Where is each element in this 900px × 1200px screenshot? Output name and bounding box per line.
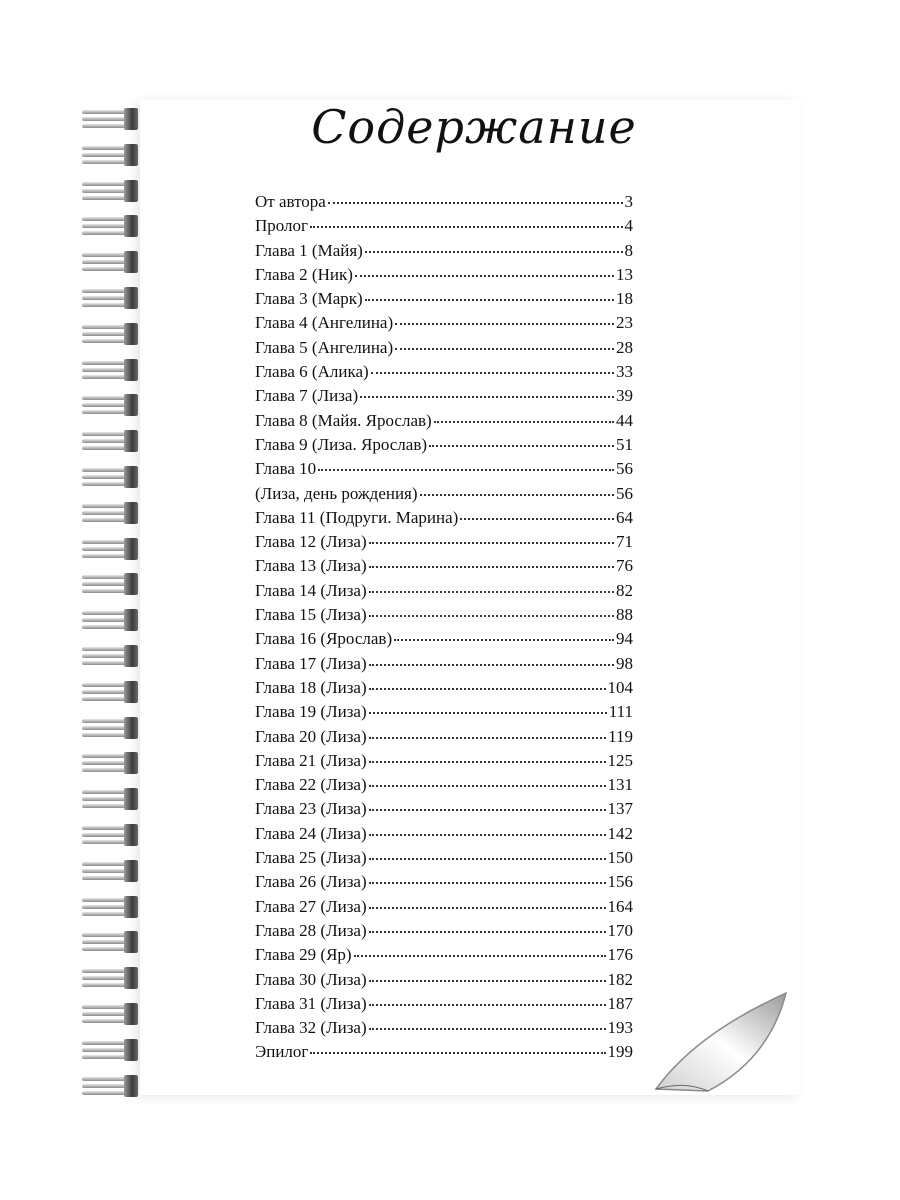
dot-leader — [369, 736, 606, 739]
toc-entry[interactable] — [255, 627, 633, 651]
toc-entry[interactable] — [255, 360, 633, 384]
spiral-coil-icon — [82, 1039, 140, 1061]
dot-leader — [369, 833, 606, 836]
toc-entry-label: Глава 27 (Лиза) — [255, 896, 367, 916]
toc-entry[interactable] — [255, 846, 633, 870]
toc-entry[interactable] — [255, 239, 633, 263]
toc-entry-label: Глава 24 (Лиза) — [255, 823, 367, 843]
toc-entry-page-number: 13 — [616, 264, 633, 284]
toc-entry-label: Глава 2 (Ник) — [255, 264, 353, 284]
spiral-coil-icon — [82, 215, 140, 237]
toc-entry-label: Глава 18 (Лиза) — [255, 677, 367, 697]
dot-leader — [371, 371, 614, 374]
spiral-coil-icon — [82, 752, 140, 774]
toc-entry-label: Глава 23 (Лиза) — [255, 799, 367, 819]
dot-leader — [310, 225, 622, 228]
dot-leader — [369, 930, 606, 933]
toc-entry-page-number: 28 — [616, 337, 633, 357]
spiral-coil-icon — [82, 430, 140, 452]
spiral-coil-icon — [82, 681, 140, 703]
spiral-coil-icon — [82, 251, 140, 273]
toc-entry-label: Глава 25 (Лиза) — [255, 848, 367, 868]
toc-entry-page-number: 94 — [616, 629, 633, 649]
dot-leader — [395, 347, 614, 350]
toc-entry-page-number: 8 — [624, 240, 633, 260]
spiral-coil-icon — [82, 394, 140, 416]
toc-entry-label: Глава 29 (Яр) — [255, 945, 352, 965]
toc-entry[interactable] — [255, 336, 633, 360]
toc-entry-label: Глава 7 (Лиза) — [255, 386, 359, 406]
dot-leader — [460, 517, 614, 520]
toc-entry[interactable] — [255, 1040, 633, 1064]
toc-entry[interactable] — [255, 409, 633, 433]
spiral-coil-icon — [82, 538, 140, 560]
toc-entry-label: Глава 14 (Лиза) — [255, 580, 367, 600]
toc-entry-label: Глава 16 (Ярослав) — [255, 629, 393, 649]
dot-leader — [369, 906, 606, 909]
dot-leader — [369, 565, 614, 568]
toc-entry[interactable] — [255, 433, 633, 457]
toc-entry[interactable] — [255, 482, 633, 506]
dot-leader — [369, 590, 614, 593]
dot-leader — [394, 638, 614, 641]
spiral-coil-icon — [82, 788, 140, 810]
spiral-coil-icon — [82, 287, 140, 309]
toc-entry-page-number: 56 — [616, 483, 633, 503]
dot-leader — [369, 1027, 606, 1030]
toc-entry[interactable] — [255, 384, 633, 408]
toc-entry-label: Глава 6 (Алика) — [255, 362, 369, 382]
toc-entry-label: Глава 9 (Лиза. Ярослав) — [255, 434, 428, 454]
toc-entry-page-number: 4 — [624, 216, 633, 236]
dot-leader — [369, 857, 606, 860]
spiral-coil-icon — [82, 359, 140, 381]
table-of-contents — [255, 190, 633, 1065]
toc-entry-page-number: 56 — [616, 459, 633, 479]
toc-entry-label: Глава 11 (Подруги. Марина) — [255, 507, 459, 527]
toc-entry-page-number: 187 — [607, 993, 633, 1013]
toc-entry-label: Глава 22 (Лиза) — [255, 775, 367, 795]
toc-entry-page-number: 51 — [616, 434, 633, 454]
dot-leader — [369, 663, 614, 666]
toc-entry-page-number: 111 — [608, 702, 633, 722]
toc-entry[interactable] — [255, 870, 633, 894]
toc-entry-page-number: 170 — [607, 920, 633, 940]
toc-entry-label: Эпилог — [255, 1042, 309, 1062]
dot-leader — [369, 541, 614, 544]
toc-entry-label: Глава 8 (Майя. Ярослав) — [255, 410, 432, 430]
dot-leader — [429, 444, 614, 447]
toc-entry-page-number: 44 — [616, 410, 633, 430]
toc-entry[interactable] — [255, 652, 633, 676]
toc-entry[interactable] — [255, 725, 633, 749]
toc-entry-label: Глава 19 (Лиза) — [255, 702, 367, 722]
toc-entry[interactable] — [255, 822, 633, 846]
spiral-coil-icon — [82, 466, 140, 488]
toc-entry[interactable] — [255, 700, 633, 724]
toc-entry[interactable] — [255, 190, 633, 214]
dot-leader — [369, 808, 606, 811]
toc-entry-page-number: 39 — [616, 386, 633, 406]
toc-entry-page-number: 23 — [616, 313, 633, 333]
toc-entry-label: Глава 31 (Лиза) — [255, 993, 367, 1013]
toc-entry-label: Глава 12 (Лиза) — [255, 532, 367, 552]
spiral-coil-icon — [82, 180, 140, 202]
spiral-coil-icon — [82, 896, 140, 918]
toc-entry-label: Глава 28 (Лиза) — [255, 920, 367, 940]
dot-leader — [369, 784, 606, 787]
toc-entry[interactable] — [255, 287, 633, 311]
toc-entry-page-number: 150 — [607, 848, 633, 868]
dot-leader — [395, 322, 614, 325]
spiral-coil-icon — [82, 502, 140, 524]
dot-leader — [365, 298, 614, 301]
toc-entry-label: Глава 20 (Лиза) — [255, 726, 367, 746]
spiral-coil-icon — [82, 609, 140, 631]
dot-leader — [360, 395, 614, 398]
dot-leader — [369, 979, 606, 982]
toc-entry-page-number: 82 — [616, 580, 633, 600]
toc-entry-label: Глава 32 (Лиза) — [255, 1018, 367, 1038]
toc-entry-page-number: 156 — [607, 872, 633, 892]
spiral-coil-icon — [82, 573, 140, 595]
toc-entry[interactable] — [255, 554, 633, 578]
spiral-coil-icon — [82, 967, 140, 989]
toc-entry-label: (Лиза, день рождения) — [255, 483, 418, 503]
toc-entry[interactable] — [255, 895, 633, 919]
toc-entry[interactable] — [255, 311, 633, 335]
spiral-coil-icon — [82, 323, 140, 345]
toc-entry-page-number: 182 — [607, 969, 633, 989]
toc-entry-label: Глава 4 (Ангелина) — [255, 313, 394, 333]
dot-leader — [369, 614, 614, 617]
toc-entry-page-number: 131 — [607, 775, 633, 795]
toc-entry-page-number: 33 — [616, 362, 633, 382]
page-curl-icon — [648, 985, 788, 1095]
toc-entry-page-number: 76 — [616, 556, 633, 576]
toc-entry[interactable] — [255, 676, 633, 700]
toc-entry[interactable] — [255, 457, 633, 481]
toc-entry[interactable] — [255, 919, 633, 943]
toc-entry[interactable] — [255, 530, 633, 554]
toc-entry[interactable] — [255, 263, 633, 287]
toc-entry-label: Глава 13 (Лиза) — [255, 556, 367, 576]
toc-entry[interactable] — [255, 506, 633, 530]
toc-entry[interactable] — [255, 579, 633, 603]
toc-entry-page-number: 164 — [607, 896, 633, 916]
spiral-coil-icon — [82, 824, 140, 846]
spiral-coil-icon — [82, 645, 140, 667]
toc-entry-label: Глава 3 (Марк) — [255, 289, 363, 309]
dot-leader — [420, 493, 614, 496]
toc-entry[interactable] — [255, 797, 633, 821]
toc-entry[interactable] — [255, 773, 633, 797]
dot-leader — [369, 711, 607, 714]
toc-entry-page-number: 88 — [616, 605, 633, 625]
toc-entry-label: Глава 5 (Ангелина) — [255, 337, 394, 357]
dot-leader — [369, 687, 606, 690]
page-title: Содержание — [311, 100, 637, 154]
spiral-coil-icon — [82, 860, 140, 882]
toc-entry-page-number: 98 — [616, 653, 633, 673]
toc-entry-page-number: 199 — [607, 1042, 633, 1062]
toc-entry-label: Пролог — [255, 216, 309, 236]
toc-entry-page-number: 137 — [607, 799, 633, 819]
toc-entry[interactable] — [255, 992, 633, 1016]
toc-entry-page-number: 193 — [607, 1018, 633, 1038]
toc-entry-label: Глава 1 (Майя) — [255, 240, 363, 260]
toc-entry-label: Глава 10 — [255, 459, 317, 479]
dot-leader — [369, 760, 606, 763]
dot-leader — [354, 954, 606, 957]
toc-entry[interactable] — [255, 1016, 633, 1040]
toc-entry-page-number: 3 — [624, 192, 633, 211]
toc-entry[interactable] — [255, 943, 633, 967]
spiral-coil-icon — [82, 717, 140, 739]
toc-entry[interactable] — [255, 749, 633, 773]
toc-entry-page-number: 142 — [607, 823, 633, 843]
toc-entry-label: Глава 21 (Лиза) — [255, 750, 367, 770]
dot-leader — [355, 274, 614, 277]
spiral-coil-icon — [82, 1003, 140, 1025]
toc-entry-page-number: 119 — [608, 726, 633, 746]
toc-entry-page-number: 125 — [607, 750, 633, 770]
dot-leader — [434, 420, 614, 423]
toc-entry-page-number: 64 — [616, 507, 633, 527]
toc-entry-label: Глава 30 (Лиза) — [255, 969, 367, 989]
dot-leader — [328, 201, 623, 204]
toc-entry-label: Глава 26 (Лиза) — [255, 872, 367, 892]
dot-leader — [318, 468, 614, 471]
toc-entry[interactable] — [255, 214, 633, 238]
dot-leader — [310, 1051, 605, 1054]
toc-entry-label: Глава 17 (Лиза) — [255, 653, 367, 673]
toc-entry-page-number: 176 — [607, 945, 633, 965]
toc-entry-page-number: 71 — [616, 532, 633, 552]
toc-entry[interactable] — [255, 968, 633, 992]
toc-entry-label: Глава 15 (Лиза) — [255, 605, 367, 625]
spiral-coil-icon — [82, 1075, 140, 1097]
spiral-binding-icon — [82, 108, 154, 1088]
toc-entry[interactable] — [255, 603, 633, 627]
spiral-coil-icon — [82, 931, 140, 953]
toc-entry-page-number: 104 — [607, 677, 633, 697]
dot-leader — [369, 881, 606, 884]
toc-entry-label: От автора — [255, 192, 326, 211]
toc-entry-page-number: 18 — [616, 289, 633, 309]
dot-leader — [365, 250, 623, 253]
dot-leader — [369, 1003, 606, 1006]
